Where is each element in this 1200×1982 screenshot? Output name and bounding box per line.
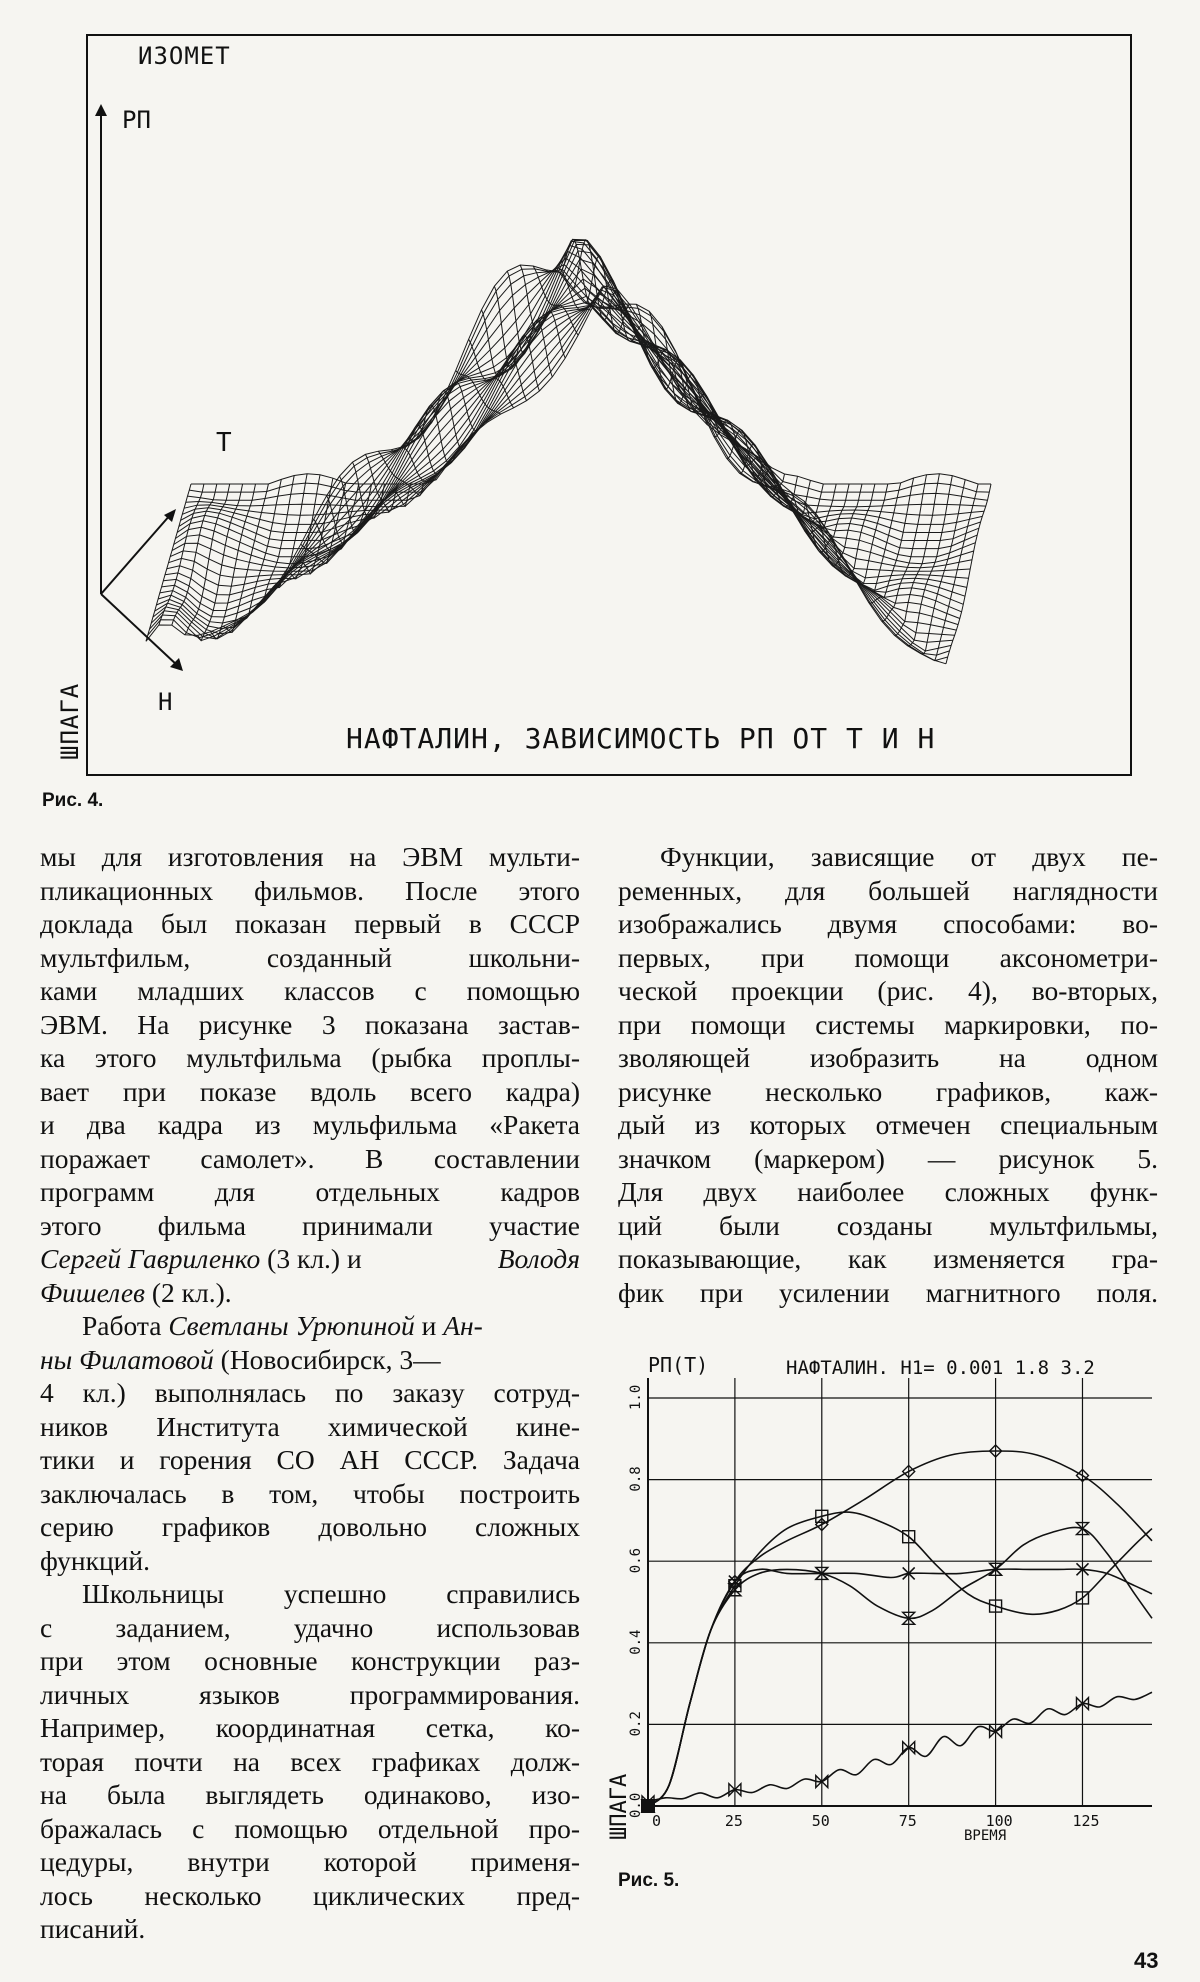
mesh-line-t xyxy=(184,298,984,516)
text-line: ЭВМ. На рисунке 3 показана застав- xyxy=(40,1008,580,1040)
figure-5-side-label: ШПАГА xyxy=(607,1773,632,1840)
mesh-line-t xyxy=(181,305,981,533)
text-line: Функции, зависящие от двух пе- xyxy=(660,841,1158,872)
text-line: торая почти на всех графиках долж- xyxy=(40,1745,580,1777)
mesh-line-t xyxy=(156,245,956,630)
left-p2-line-1: Работа Светланы Урюпиной и Ан- xyxy=(82,1310,483,1341)
text-line: показывающие, как изменяется гра- xyxy=(618,1243,1158,1274)
mesh-line-t xyxy=(191,286,991,484)
figure-5-caption: Рис. 5. xyxy=(618,1870,680,1891)
left-paragraph-2 xyxy=(40,1376,580,1577)
y-tick-label: 0.2 xyxy=(628,1711,644,1737)
mesh-line-t xyxy=(146,265,946,664)
text-line: Например, координатная сетка, ко- xyxy=(40,1712,580,1743)
axis-t-line xyxy=(101,514,171,594)
x-tick-label: 50 xyxy=(811,1812,830,1830)
text-line: ций были созданы мультфильмы, xyxy=(618,1209,1158,1241)
y-tick-label: 0.4 xyxy=(628,1629,644,1655)
x-tick-label: 75 xyxy=(898,1812,917,1830)
text-line: ников Института химической кине- xyxy=(40,1410,580,1442)
text-line: тики и горения СО АН СССР. Задача xyxy=(40,1444,580,1475)
y-tick-label: 0.0 xyxy=(628,1792,644,1818)
mesh-line-t xyxy=(151,265,951,652)
text-line: писаний. xyxy=(40,1913,146,1944)
chart-xlabel: ВРЕМЯ xyxy=(964,1828,1007,1844)
text-line: фик при усилении магнитного поля. xyxy=(618,1276,1158,1308)
y-tick-label: 0.6 xyxy=(628,1547,644,1574)
text-line: этого фильма принимали участие xyxy=(40,1209,580,1241)
left-p1-line-14: Фишелев (2 кл.). xyxy=(40,1276,232,1308)
text-line: Школьницы успешно справились xyxy=(82,1578,580,1609)
text-line: первых, при помощи аксонометри- xyxy=(618,941,1158,973)
figure-4-caption: Рис. 4. xyxy=(42,790,104,811)
left-paragraph-3 xyxy=(40,1577,580,1946)
text-line: ка этого мультфильма (рыбка проплы- xyxy=(40,1042,580,1073)
mesh-line-t xyxy=(177,305,977,548)
text-line: на была выглядеть одинаково, изо- xyxy=(40,1779,580,1810)
axis-rp-arrow xyxy=(95,104,107,116)
text-line: серию графиков довольно сложных xyxy=(40,1511,580,1542)
chart-title: НАФТАЛИН. Н1= 0.001 1.8 3.2 xyxy=(786,1357,1095,1379)
left-column xyxy=(40,840,580,1946)
left-p1-line-13: Сергей Гавриленко (3 кл.) и Володя xyxy=(40,1243,580,1274)
text-line: при помощи системы маркировки, по- xyxy=(618,1008,1158,1040)
figure-4-side-label: ШПАГА xyxy=(56,682,84,760)
figure-4-title: НАФТАЛИН, ЗАВИСИМОСТЬ РП ОТ Т И Н xyxy=(346,722,936,755)
mesh-line-t xyxy=(188,290,988,501)
x-tick-label: 25 xyxy=(724,1812,743,1830)
text-line: поражает самолет». В составлении xyxy=(40,1142,580,1174)
page-number: 43 xyxy=(1134,1948,1159,1973)
text-line: ками младших классов с помощью xyxy=(40,975,580,1006)
figure-4-surface xyxy=(86,34,1132,776)
mesh-line-t xyxy=(148,269,948,661)
text-line: зволяющей изобразить на одном xyxy=(618,1042,1158,1073)
text-line: вает при показе вдоль всего кадра) xyxy=(40,1075,580,1107)
text-line: изображались двумя способами: во- xyxy=(618,908,1158,939)
x-tick-label: 100 xyxy=(985,1812,1013,1830)
left-paragraph-1 xyxy=(40,840,580,1242)
text-line: функций. xyxy=(40,1544,150,1576)
x-tick-label: 125 xyxy=(1072,1812,1100,1830)
mesh-line-t xyxy=(150,270,950,656)
figure-5-chart xyxy=(600,1340,1160,1850)
x-tick-label: 0 xyxy=(652,1812,662,1830)
text-line: доклада был показан первый в СССР xyxy=(40,908,580,939)
text-line: программ для отдельных кадров xyxy=(40,1176,580,1207)
series-line-square xyxy=(648,1512,1152,1806)
text-line: и два кадра из мульфильма «Ракета xyxy=(40,1109,580,1140)
text-line: рисунке несколько графиков, каж- xyxy=(618,1075,1158,1107)
mesh-line-h xyxy=(946,484,991,664)
text-line: мы для изготовления на ЭВМ мульти- xyxy=(40,841,580,872)
axis-rp-label: РП xyxy=(122,106,151,134)
right-column xyxy=(618,840,1158,1309)
chart-ylabel: РП(Т) xyxy=(648,1353,709,1377)
mesh-line-t xyxy=(172,288,972,568)
text-line: при этом основные конструкции раз- xyxy=(40,1645,580,1676)
text-line: пликационных фильмов. После этого xyxy=(40,874,580,906)
text-line: цедуры, внутри которой применя- xyxy=(40,1846,580,1877)
mesh-line-t xyxy=(189,287,989,492)
text-line: бражалась с помощью отдельной про- xyxy=(40,1812,580,1844)
right-paragraph-1 xyxy=(618,840,1158,1309)
text-line: личных языков программирования. xyxy=(40,1678,580,1710)
axis-t-label: Т xyxy=(216,428,232,458)
text-line: заключалась в том, чтобы построить xyxy=(40,1477,580,1509)
text-line: дый из которых отмечен специальным xyxy=(618,1109,1158,1140)
axis-h-label: Н xyxy=(158,688,173,716)
mesh-line-t xyxy=(186,294,986,507)
left-p2-line-2: ны Филатовой (Новосибирск, 3— xyxy=(40,1343,441,1375)
text-line: с заданием, удачно использовав xyxy=(40,1611,580,1643)
mesh-line-t xyxy=(179,306,979,540)
text-line: мультфильм, созданный школьни- xyxy=(40,941,580,973)
mesh-line-h xyxy=(146,484,191,641)
text-line: лось несколько циклических пред- xyxy=(40,1879,580,1911)
text-line: 4 кл.) выполнялась по заказу сотруд- xyxy=(40,1377,580,1408)
y-tick-label: 1.0 xyxy=(628,1384,644,1410)
text-line: ременных, для большей наглядности xyxy=(618,874,1158,906)
text-line: ческой проекции (рис. 4), во-вторых, xyxy=(618,975,1158,1006)
y-tick-label: 0.8 xyxy=(628,1466,644,1492)
text-line: значком (маркером) — рисунок 5. xyxy=(618,1142,1158,1174)
text-line: Для двух наиболее сложных функ- xyxy=(618,1176,1158,1207)
series-line-diamond xyxy=(648,1451,1152,1806)
mesh-line-t xyxy=(182,302,982,525)
figure-4-corner-label: ИЗОМЕТ xyxy=(138,42,231,70)
